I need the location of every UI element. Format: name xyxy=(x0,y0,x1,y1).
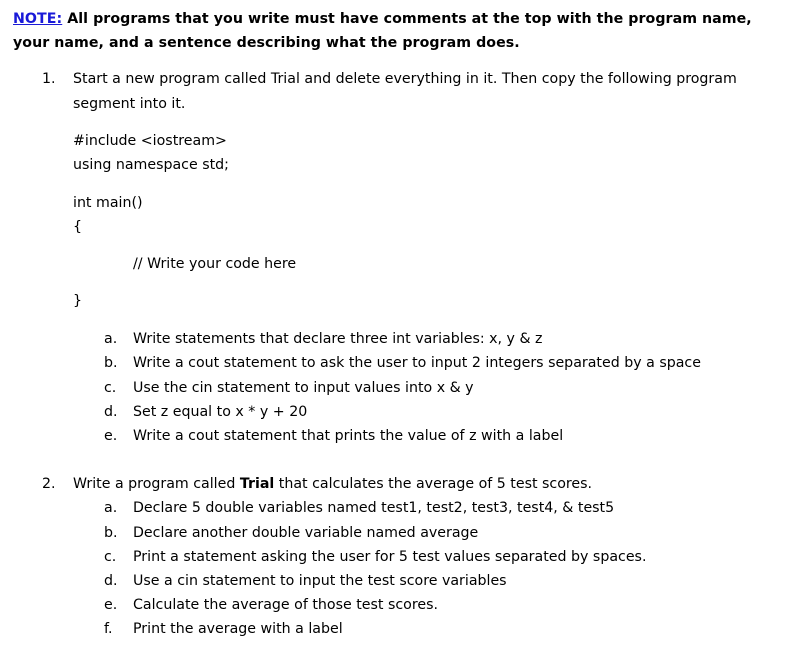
item-1c-letter: c. xyxy=(104,380,117,396)
item-1e-letter: e. xyxy=(104,428,118,444)
item-2f-letter: f. xyxy=(104,621,113,637)
item-2d-text: Use a cin statement to input the test score variables xyxy=(133,573,507,589)
item-1a-text: Write statements that declare three int variables: x, y & z xyxy=(133,331,543,347)
item-2e-text: Calculate the average of those test scores. xyxy=(133,597,438,613)
item-2-number: 2. xyxy=(42,476,56,492)
item-1d-letter: d. xyxy=(104,404,118,420)
item-2e-letter: e. xyxy=(104,597,118,613)
code-include: #include <iostream> xyxy=(73,133,227,149)
item-1a-letter: a. xyxy=(104,331,118,347)
item-2a-letter: a. xyxy=(104,500,118,516)
code-open-brace: { xyxy=(73,219,83,235)
item-1b-letter: b. xyxy=(104,355,118,371)
item-1c-text: Use the cin statement to input values into x & y xyxy=(133,380,474,396)
item-2-text-bold: Trial xyxy=(239,476,275,492)
item-1e-text: Write a cout statement that prints the value of z with a label xyxy=(133,428,564,444)
item-1d-text: Set z equal to x * y + 20 xyxy=(133,404,308,420)
item-1-number: 1. xyxy=(42,71,56,87)
item-2b-letter: b. xyxy=(104,525,118,541)
item-2-text-before: Write a program called xyxy=(73,476,240,492)
item-2d-letter: d. xyxy=(104,573,118,589)
item-1b-text: Write a cout statement to ask the user to input 2 integers separated by a space xyxy=(133,355,701,371)
code-using: using namespace std; xyxy=(73,157,229,173)
note-label: NOTE: xyxy=(13,11,63,27)
item-2-line xyxy=(73,474,592,494)
note-text: All programs that you write must have comments at the top with the program name, your name, and a sentence describing what the program does. xyxy=(13,11,752,51)
item-1-line-1: Start a new program called Trial and delete everything in it. Then copy the following program xyxy=(73,71,737,87)
item-1-line-2: segment into it. xyxy=(73,96,186,112)
note-paragraph xyxy=(13,7,783,55)
item-2a-text: Declare 5 double variables named test1, test2, test3, test4, & test5 xyxy=(133,500,615,516)
code-comment: // Write your code here xyxy=(133,256,297,272)
item-2c-text: Print a statement asking the user for 5 test values separated by spaces. xyxy=(133,549,647,565)
item-2b-text: Declare another double variable named average xyxy=(133,525,479,541)
code-main: int main() xyxy=(73,195,143,211)
item-2c-letter: c. xyxy=(104,549,117,565)
item-2-text-after: that calculates the average of 5 test scores. xyxy=(274,476,593,492)
code-close-brace: } xyxy=(73,293,83,309)
item-2f-text: Print the average with a label xyxy=(133,621,343,637)
